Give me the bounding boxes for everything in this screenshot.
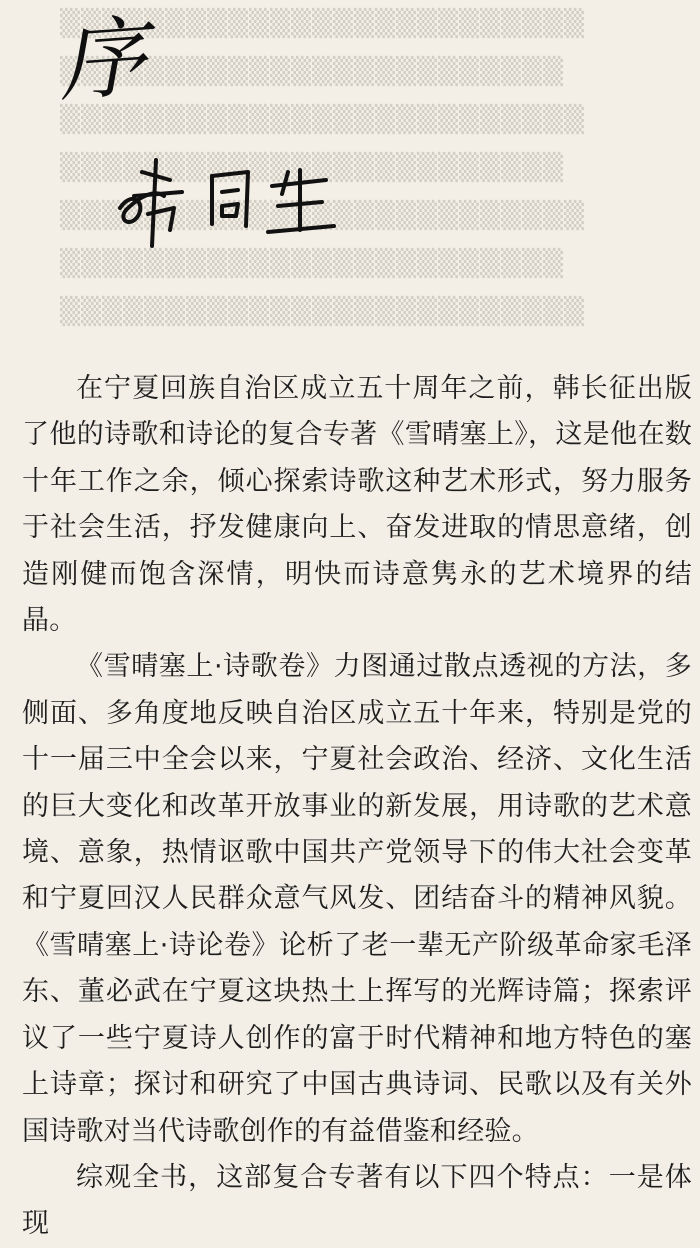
preface-body [22, 366, 692, 1248]
bleed-through-texture: ▒▒▒▒▒▒▒▒▒▒▒▒▒▒▒▒▒▒▒▒▒▒▒▒▒ ▒▒▒▒▒▒▒▒▒▒▒▒▒▒▒▒▒▒▒▒▒▒▒▒ ▒▒▒▒▒▒▒▒▒▒▒▒▒▒▒▒▒▒▒▒▒▒▒▒▒ ▒▒▒▒▒▒▒▒▒▒▒▒▒▒▒▒▒▒▒▒▒▒▒▒ ▒▒▒▒▒▒▒▒▒▒▒▒▒▒▒▒▒▒▒▒▒▒▒▒▒ ▒▒▒▒▒▒▒▒▒▒▒▒▒▒▒▒▒▒▒▒▒▒▒▒ ▒▒▒▒▒▒▒▒▒▒▒▒▒▒▒▒▒▒▒▒▒▒▒▒▒ [60, 9, 585, 327]
paragraph-1: 在宁夏回族自治区成立五十周年之前，韩长征出版了他的诗歌和诗论的复合专著《雪晴塞上》，这是他在数十年工作之余，倾心探索诗歌这种艺术形式，努力服务于社会生活，抒发健康向上、奋发进取的情思意绪，创造刚健而饱含深情，明快而诗意隽永的艺术境界的结晶。 [22, 373, 692, 637]
paragraph-2: 《雪晴塞上·诗歌卷》力图通过散点透视的方法，多侧面、多角度地反映自治区成立五十年来，特别是党的十一届三中全会以来，宁夏社会政治、经济、文化生活的巨大变化和改革开放事业的新发展，用诗歌的艺术意境、意象，热情讴歌中国共产党领导下的伟大社会变革和宁夏回汉人民群众意气风发、团结奋斗的精神风貌。《雪晴塞上·诗论卷》论析了老一辈无产阶级革命家毛泽东、董必武在宁夏这块热土上挥写的光辉诗篇；探索评议了一些宁夏诗人创作的富于时代精神和地方特色的塞上诗章；探讨和研究了中国古典诗词、民歌以及有关外国诗歌对当代诗歌创作的有益借鉴和经验。 [22, 651, 692, 1147]
page-title: 序 [54, 5, 150, 114]
handwritten-signature [112, 150, 352, 260]
paragraph-3: 综观全书，这部复合专著有以下四个特点：一是体现 [22, 1161, 692, 1240]
